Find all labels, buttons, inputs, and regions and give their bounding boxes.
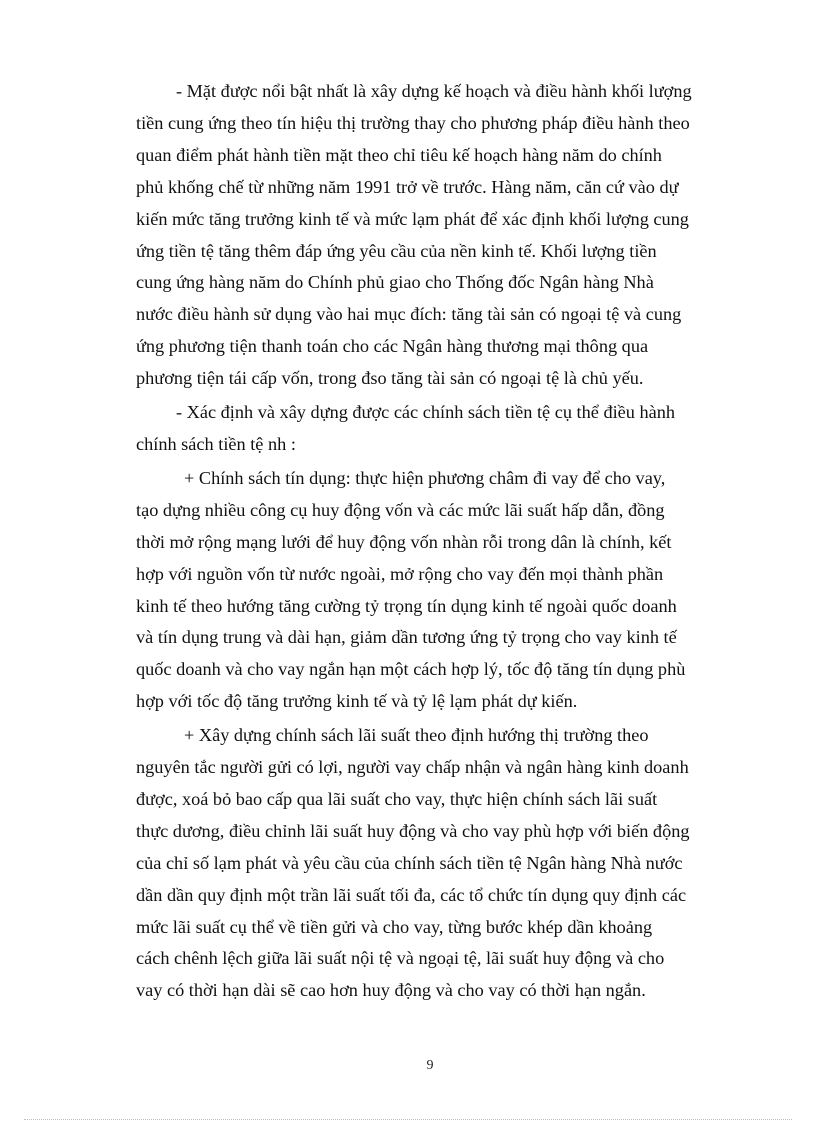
text-line: kiến mức tăng trưởng kinh tế và mức lạm phát để xác định khối lượng cung [136, 208, 689, 229]
text-line: tạo dựng nhiều công cụ huy động vốn và các mức lãi suất hấp dẫn, đồng [136, 499, 665, 520]
page-number: 9 [426, 1058, 434, 1073]
text-line: ứng phương tiện thanh toán cho các Ngân hàng thương mại thông qua [136, 336, 649, 357]
paragraph-credit-policy [136, 463, 720, 718]
text-line: thời mở rộng mạng lưới để huy động vốn nhàn rỗi trong dân là chính, kết [136, 531, 672, 552]
text-line: - Xác định và xây dựng được các chính sách tiền tệ cụ thể điều hành [176, 402, 676, 423]
text-line: của chỉ số lạm phát và yêu cầu của chính sách tiền tệ Ngân hàng Nhà nước [136, 852, 683, 873]
text-line: cung ứng hàng năm do Chính phủ giao cho Thống đốc Ngân hàng Nhà [136, 272, 654, 293]
text-line: dần dần quy định một trần lãi suất tối đa, các tổ chức tín dụng quy định các [136, 884, 687, 905]
text-line: nguyên tắc người gửi có lợi, người vay chấp nhận và ngân hàng kinh doanh [136, 757, 689, 778]
text-line: mức lãi suất cụ thể về tiền gửi và cho vay, từng bước khép dần khoảng [136, 916, 653, 937]
text-line: + Chính sách tín dụng: thực hiện phương châm đi vay để cho vay, [184, 467, 666, 488]
text-line: thực dương, điều chỉnh lãi suất huy động và cho vay phù hợp với biến động [136, 820, 690, 841]
text-line: hợp với tốc độ tăng trưởng kinh tế và tỷ lệ lạm phát dự kiến. [136, 691, 578, 712]
text-line: - Mặt được nổi bật nhất là xây dựng kế hoạch và điều hành khối lượng [176, 81, 692, 101]
text-line: phủ khống chế từ những năm 1991 trở về trước. Hàng năm, căn cứ vào dự [136, 176, 679, 197]
paragraph-interest-rate-policy [136, 720, 720, 1007]
text-line: và tín dụng trung và dài hạn, giảm dần tương ứng tỷ trọng cho vay kinh tế [136, 627, 677, 648]
text-line: được, xoá bỏ bao cấp qua lãi suất cho vay, thực hiện chính sách lãi suất [136, 788, 658, 809]
footer-divider [24, 1119, 792, 1120]
text-line: phương tiện tái cấp vốn, trong đso tăng tài sản có ngoại tệ là chủ yếu. [136, 368, 644, 389]
text-line: cách chênh lệch giữa lãi suất nội tệ và ngoại tệ, lãi suất huy động và cho [136, 948, 665, 969]
text-line: nước điều hành sử dụng vào hai mục đích: tăng tài sản có ngoại tệ và cung [136, 304, 682, 325]
body-text [136, 76, 720, 1009]
text-line: kinh tế theo hướng tăng cường tỷ trọng tín dụng kinh tế ngoài quốc doanh [136, 595, 677, 616]
text-line: tiền cung ứng theo tín hiệu thị trường thay cho phương pháp điều hành theo [136, 112, 690, 133]
text-line: ứng tiền tệ tăng thêm đáp ứng yêu cầu của nền kinh tế. Khối lượng tiền [136, 240, 657, 261]
text-line: chính sách tiền tệ nh : [136, 433, 296, 454]
paragraph-money-supply [136, 76, 720, 395]
paragraph-monetary-policy [136, 397, 720, 461]
text-line: + Xây dựng chính sách lãi suất theo định hướng thị trường theo [184, 725, 649, 746]
text-line: quan điểm phát hành tiền mặt theo chỉ tiêu kế hoạch hàng năm do chính [136, 144, 662, 165]
text-line: vay có thời hạn dài sẽ cao hơn huy động và cho vay có thời hạn ngắn. [136, 980, 646, 1001]
text-line: hợp với nguồn vốn từ nước ngoài, mở rộng cho vay đến mọi thành phần [136, 563, 664, 584]
text-line: quốc doanh và cho vay ngắn hạn một cách hợp lý, tốc độ tăng tín dụng phù [136, 659, 686, 680]
